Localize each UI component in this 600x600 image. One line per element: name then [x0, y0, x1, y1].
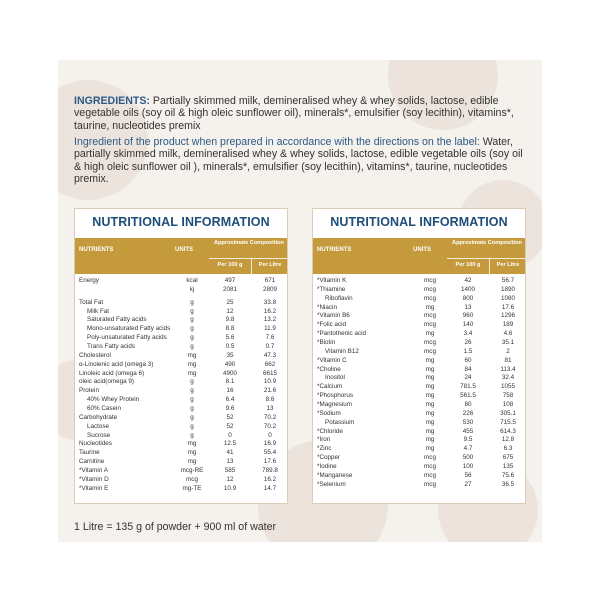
value-per-100g: 13: [464, 303, 472, 311]
value-per-100g: 13: [226, 458, 234, 466]
nutrient-name: *Sodium: [317, 409, 341, 417]
table-row: [75, 361, 287, 370]
value-per-litre: 1890: [500, 285, 515, 293]
value-per-litre: 47.3: [263, 351, 277, 359]
value-per-litre: 789.8: [262, 467, 278, 475]
nutrient-unit: mg: [425, 427, 435, 435]
nutrient-name: *Vitamin D: [79, 475, 109, 483]
nutrient-unit: mg: [425, 436, 435, 444]
table-row: [75, 343, 287, 352]
nutrient-name: Energy: [79, 277, 99, 284]
value-per-litre: 2: [506, 347, 510, 355]
nutrient-name: *Iron: [317, 436, 331, 444]
value-per-litre: 305.1: [500, 409, 516, 417]
value-per-litre: 55.4: [263, 449, 277, 457]
nutrient-unit: mg: [187, 458, 197, 466]
value-per-100g: 56: [464, 471, 472, 479]
value-per-litre: 70.2: [263, 422, 277, 430]
value-per-litre: 11.9: [264, 325, 276, 333]
value-per-100g: 1.5: [463, 347, 473, 355]
value-per-litre: 113.4: [500, 365, 516, 373]
nutrient-name: Riboflavin: [325, 294, 353, 302]
table-row: [313, 304, 525, 313]
value-per-litre: 21.6: [263, 387, 277, 395]
table-row: [75, 405, 287, 414]
value-per-100g: 0: [228, 431, 232, 439]
prepared-label: Ingredient of the product when prepared in accordance with the directions on the label:: [74, 136, 480, 148]
table-row: [75, 423, 287, 432]
value-per-100g: 9.8: [225, 316, 235, 324]
value-per-100g: 12: [226, 307, 234, 315]
nutrient-unit: mcg: [424, 285, 436, 293]
nutrient-unit: mg: [425, 303, 435, 311]
table-row: [75, 308, 287, 317]
nutrient-unit: mg: [187, 369, 197, 377]
value-per-100g: 5.6: [225, 334, 235, 342]
table-row: [75, 334, 287, 343]
value-per-100g: 530: [462, 418, 474, 426]
nutrient-name: Vitamin B12: [325, 347, 359, 355]
value-per-litre: 1055: [500, 383, 515, 391]
value-per-100g: 6.4: [225, 396, 235, 404]
value-per-litre: 75.6: [501, 471, 515, 479]
table-row: [75, 352, 287, 361]
value-per-100g: 16: [226, 387, 234, 395]
nutrient-name: *Folic acid: [317, 321, 347, 329]
value-per-litre: 14.7: [263, 484, 277, 492]
nutrient-unit: mcg: [424, 480, 436, 488]
nutrient-name: Total Fat: [79, 298, 104, 306]
nutrient-unit: mcg-RE: [180, 467, 204, 475]
table-title: NUTRITIONAL INFORMATION: [92, 215, 270, 229]
value-per-100g: 80: [464, 401, 472, 409]
table-row: [313, 286, 525, 295]
value-per-100g: 781.5: [460, 383, 476, 391]
value-per-100g: 100: [462, 463, 474, 471]
nutrient-name: *Copper: [317, 454, 341, 462]
nutrient-unit: mg: [187, 351, 197, 359]
nutrient-unit: g: [190, 396, 194, 404]
header-units: UNITS: [413, 247, 431, 253]
table-row: [75, 299, 287, 308]
nutrient-unit: g: [190, 405, 194, 413]
nutrient-name: Taurine: [79, 449, 100, 457]
nutrient-unit: g: [190, 325, 194, 333]
table-row: [313, 366, 525, 375]
value-per-litre: 16.2: [263, 475, 277, 483]
table-row: [313, 348, 525, 357]
nutrient-name: *Manganese: [317, 471, 353, 479]
value-per-100g: 10.9: [223, 484, 237, 492]
nutrient-unit: g: [190, 307, 194, 315]
nutrient-name: *Vitamin A: [79, 467, 108, 475]
table-row: [75, 316, 287, 325]
ingredients-label: INGREDIENTS:: [74, 95, 150, 107]
nutrient-name: *Thiamine: [317, 285, 346, 293]
header-approx: Approximate Composition: [452, 240, 522, 246]
value-per-100g: 9.5: [463, 436, 473, 444]
value-per-100g: 26: [464, 339, 472, 347]
nutrient-unit: mcg: [424, 347, 436, 355]
nutrient-unit: g: [190, 298, 194, 306]
value-per-100g: 52: [226, 422, 234, 430]
value-per-100g: 3.4: [463, 330, 473, 338]
nutrient-name: *Iodine: [317, 463, 337, 471]
nutrient-unit: mg: [425, 330, 435, 338]
value-per-litre: 1296: [500, 312, 515, 320]
nutrient-name: *Vitamin K: [317, 277, 347, 284]
table-row: [75, 485, 287, 494]
nutrient-unit: mcg: [424, 463, 436, 471]
nutrient-unit: kj: [189, 285, 195, 293]
nutrient-unit: mcg: [424, 454, 436, 462]
nutrient-name: *Vitamin C: [317, 356, 347, 364]
table-row: [313, 436, 525, 445]
table-row: [313, 357, 525, 366]
nutrient-unit: mg: [425, 374, 435, 382]
table-row: [313, 463, 525, 472]
nutrient-name: oleic acid(omega 9): [79, 378, 134, 386]
table-row: [313, 383, 525, 392]
header-per-litre: Per Litre: [258, 262, 282, 268]
table-row: [313, 472, 525, 481]
table-row: [75, 277, 287, 286]
value-per-100g: 24: [464, 374, 472, 382]
nutrient-name: Linoleic acid (omega 6): [79, 369, 145, 377]
value-per-100g: 84: [464, 365, 472, 373]
value-per-litre: 189: [502, 321, 514, 329]
nutrient-name: Potassium: [325, 418, 355, 426]
value-per-litre: 1080: [500, 294, 515, 302]
value-per-litre: 6615: [262, 369, 277, 377]
value-per-100g: 52: [226, 413, 234, 421]
value-per-100g: 500: [462, 454, 474, 462]
value-per-100g: 561.5: [460, 392, 476, 400]
nutrient-unit: kcal: [186, 277, 198, 284]
table-row: [313, 295, 525, 304]
table-row: [75, 449, 287, 458]
table-row: [313, 312, 525, 321]
header-per-litre: Per Litre: [496, 262, 520, 268]
header-nutrients: NUTRIENTS: [79, 247, 114, 253]
nutrient-name: Nucleotides: [79, 440, 112, 448]
nutrient-unit: g: [190, 387, 194, 395]
nutrient-unit: mg: [187, 360, 197, 368]
nutrient-unit: mg: [187, 440, 197, 448]
nutrient-name: α-Linolenic acid (omega 3): [79, 360, 154, 368]
nutrient-name: *Calcium: [317, 383, 343, 391]
table-row: [313, 392, 525, 401]
nutrient-name: Lactose: [87, 422, 110, 430]
nutrient-name: 40% Whey Protein: [87, 396, 140, 404]
nutrient-name: Poly-unsaturated Fatty acids: [87, 334, 167, 342]
nutrient-unit: mcg: [424, 471, 436, 479]
nutrient-name: *Niacin: [317, 303, 337, 311]
table-row: [313, 339, 525, 348]
nutrient-name: *Magnesium: [317, 401, 352, 409]
nutrient-unit: mcg: [424, 321, 436, 329]
nutrient-name: *Phosphorus: [317, 392, 354, 400]
header-per-100g: Per 100 g: [217, 262, 243, 268]
table-row: [313, 454, 525, 463]
nutrient-unit: mg: [425, 392, 435, 400]
nutrient-unit: mg: [425, 401, 435, 409]
value-per-litre: 2809: [262, 285, 277, 293]
value-per-100g: 800: [462, 294, 474, 302]
header-approx: Approximate Composition: [214, 240, 284, 246]
table-row: [75, 432, 287, 441]
nutrient-name: *Pantothenic acid: [317, 330, 367, 338]
value-per-litre: 614.3: [500, 427, 516, 435]
nutrient-unit: mcg: [424, 339, 436, 347]
value-per-litre: 33.8: [263, 298, 277, 306]
nutrient-name: Cholesterol: [79, 351, 111, 359]
nutrient-name: Protein: [79, 387, 99, 395]
value-per-litre: 16.2: [263, 307, 277, 315]
header-nutrients: NUTRIENTS: [317, 247, 352, 253]
value-per-100g: 12: [226, 475, 234, 483]
value-per-100g: 497: [224, 277, 236, 284]
table-row: [75, 467, 287, 476]
nutrient-unit: g: [190, 378, 194, 386]
value-per-litre: 12.8: [501, 436, 515, 444]
value-per-100g: 455: [462, 427, 474, 435]
nutrient-unit: mg: [425, 383, 435, 391]
ingredients-paragraph: [74, 95, 529, 132]
nutrient-name: *Vitamin B6: [317, 312, 350, 320]
value-per-100g: 490: [224, 360, 236, 368]
prepared-ingredients-paragraph: [74, 136, 529, 186]
nutrient-name: Mono-unsaturated Fatty acids: [87, 325, 171, 333]
value-per-litre: 35.1: [501, 339, 515, 347]
value-per-100g: 960: [462, 312, 474, 320]
header-per-100g: Per 100 g: [455, 262, 481, 268]
nutrient-name: Sucrose: [87, 431, 111, 439]
table-row: [313, 419, 525, 428]
nutrient-name: *Chloride: [317, 427, 343, 435]
nutrient-unit: mg: [425, 409, 435, 417]
value-per-litre: 758: [502, 392, 514, 400]
nutrient-name: *Vitamin E: [79, 484, 109, 492]
nutrient-unit: g: [190, 431, 194, 439]
table-row: [75, 286, 287, 295]
nutrient-name: Carbohydrate: [79, 413, 118, 421]
nutrient-name: Saturated Fatty acids: [87, 316, 147, 324]
nutrient-unit: g: [190, 422, 194, 430]
nutrient-unit: mg: [425, 365, 435, 373]
table-row: [75, 476, 287, 485]
table-header: [75, 238, 287, 274]
table-rows-right: [313, 277, 525, 490]
value-per-100g: 8.1: [225, 378, 235, 386]
value-per-litre: 671: [264, 277, 276, 284]
table-row: [75, 396, 287, 405]
nutrient-unit: mg: [187, 449, 197, 457]
nutrient-name: 60% Casein: [87, 405, 121, 413]
value-per-100g: 12.5: [223, 440, 237, 448]
value-per-litre: 715.5: [500, 418, 516, 426]
nutrition-table-left: [74, 208, 288, 504]
header-units: UNITS: [175, 247, 193, 253]
table-row: [75, 370, 287, 379]
table-row: [313, 481, 525, 490]
value-per-100g: 4900: [222, 369, 237, 377]
table-row: [313, 321, 525, 330]
value-per-litre: 108: [502, 401, 514, 409]
table-row: [313, 374, 525, 383]
nutrient-unit: mg: [425, 418, 435, 426]
nutrient-unit: mcg: [424, 312, 436, 320]
value-per-litre: 56.7: [501, 277, 515, 284]
value-per-100g: 35: [226, 351, 234, 359]
value-per-100g: 585: [224, 467, 236, 475]
nutrient-unit: mcg: [424, 277, 436, 284]
value-per-litre: 6.3: [503, 445, 513, 453]
table-title: NUTRITIONAL INFORMATION: [330, 215, 508, 229]
nutrient-name: *Choline: [317, 365, 341, 373]
table-row: [75, 378, 287, 387]
nutrient-name: Milk Fat: [87, 307, 110, 315]
table-row: [313, 401, 525, 410]
value-per-litre: 16.9: [263, 440, 277, 448]
table-row: [313, 410, 525, 419]
table-row: [313, 445, 525, 454]
value-per-100g: 0.5: [225, 343, 235, 351]
nutrient-unit: g: [190, 343, 194, 351]
value-per-100g: 42: [464, 277, 472, 284]
nutrient-name: *Biotin: [317, 339, 336, 347]
value-per-litre: 13.2: [263, 316, 277, 324]
value-per-litre: 0.7: [265, 343, 275, 351]
value-per-litre: 10.9: [263, 378, 277, 386]
value-per-100g: 2081: [222, 285, 237, 293]
table-row: [313, 428, 525, 437]
table-row: [75, 458, 287, 467]
nutrient-name: *Zinc: [317, 445, 332, 453]
value-per-litre: 135: [502, 463, 514, 471]
value-per-litre: 0: [268, 431, 272, 439]
table-rows-left: [75, 277, 287, 494]
value-per-litre: 17.6: [501, 303, 515, 311]
value-per-litre: 7.6: [265, 334, 275, 342]
table-row: [313, 277, 525, 286]
table-row: [313, 330, 525, 339]
value-per-litre: 8.6: [265, 396, 275, 404]
nutrient-unit: mg: [425, 356, 435, 364]
value-per-100g: 60: [464, 356, 472, 364]
value-per-litre: 32.4: [501, 374, 515, 382]
value-per-litre: 70.2: [263, 413, 277, 421]
prepared-text: Water, partially skimmed milk, demineralised whey & whey solids, lactose, edible vegetable oils (soy oil & high oleic sunflower oil ), minerals*, emulsifier (soy lecithin), vitamins*, taurine, nucleotides premix.: [74, 136, 523, 186]
nutrient-unit: mg-TE: [182, 484, 202, 492]
value-per-100g: 8.8: [225, 325, 235, 333]
table-row: [75, 440, 287, 449]
nutrient-name: Inositol: [325, 374, 345, 382]
value-per-litre: 36.5: [501, 480, 515, 488]
value-per-litre: 13: [266, 405, 274, 413]
value-per-100g: 27: [464, 480, 472, 488]
value-per-100g: 41: [226, 449, 234, 457]
table-row: [75, 325, 287, 334]
nutrient-unit: g: [190, 334, 194, 342]
value-per-100g: 9.6: [225, 405, 235, 413]
value-per-litre: 81: [504, 356, 512, 364]
table-header: [313, 238, 525, 274]
table-row: [75, 414, 287, 423]
mixing-instructions: 1 Litre = 135 g of powder + 900 ml of water: [74, 521, 276, 533]
value-per-100g: 140: [462, 321, 474, 329]
nutrient-unit: g: [190, 413, 194, 421]
nutrient-unit: mg: [425, 445, 435, 453]
nutrient-name: Carnitine: [79, 458, 105, 466]
value-per-100g: 1400: [460, 285, 475, 293]
nutrient-unit: mcg: [186, 475, 198, 483]
nutrient-unit: g: [190, 316, 194, 324]
nutrition-table-right: [312, 208, 526, 504]
value-per-litre: 662: [264, 360, 276, 368]
nutrient-name: *Selenium: [317, 480, 346, 488]
nutrient-unit: mcg: [424, 294, 436, 302]
value-per-litre: 675: [502, 454, 514, 462]
value-per-litre: 17.6: [263, 458, 277, 466]
value-per-100g: 4.7: [463, 445, 473, 453]
value-per-100g: 25: [226, 298, 234, 306]
table-row: [75, 387, 287, 396]
nutrient-name: Trans Fatty acids: [87, 343, 136, 351]
value-per-100g: 226: [462, 409, 474, 417]
value-per-litre: 4.6: [503, 330, 513, 338]
ingredients-text: Partially skimmed milk, demineralised whey & whey solids, lactose, edible vegetable oils (soy oil & high oleic sunflower oil), minerals*, emulsifier (soy lecithin), vitamins*, taurine, nucleotides premix: [74, 95, 514, 132]
